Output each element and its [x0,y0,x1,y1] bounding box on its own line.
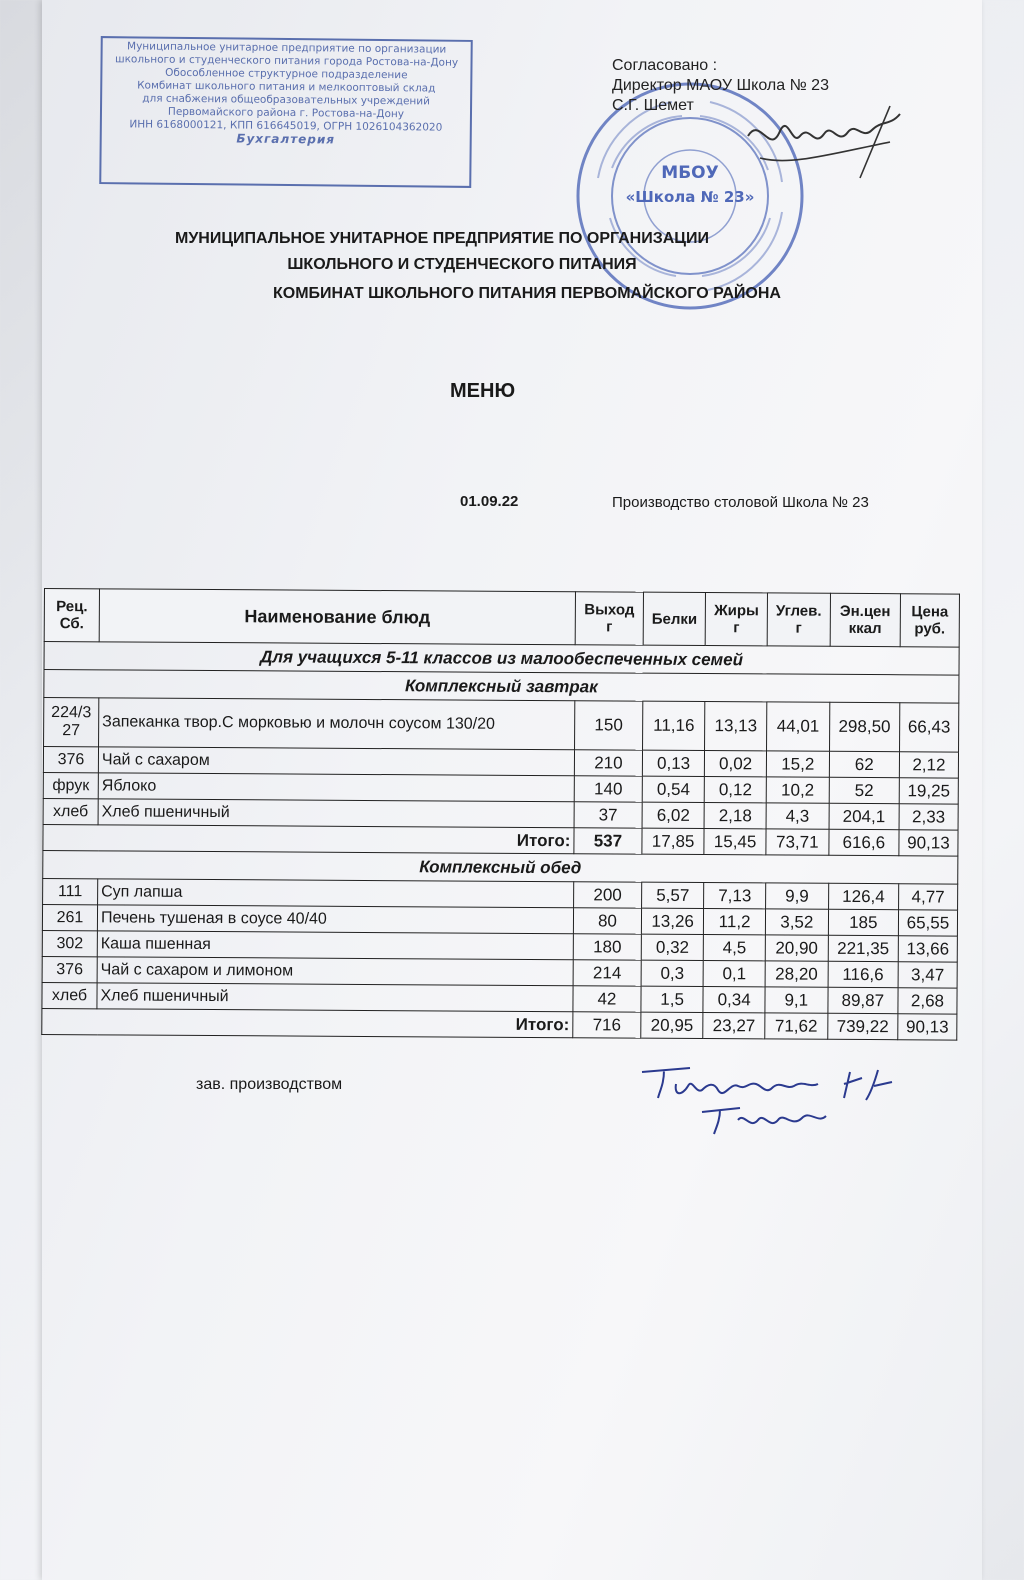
cell-energy: 298,50 [829,702,900,751]
total-protein: 20,95 [641,1012,704,1038]
cell-fat: 11,2 [704,909,766,935]
cell-carbs: 15,2 [766,751,829,777]
col-energy: Эн.цен ккал [830,593,901,646]
cell-code: 261 [42,904,97,930]
header-line: ШКОЛЬНОГО И СТУДЕНЧЕСКОГО ПИТАНИЯ [287,256,637,273]
col-protein: Белки [643,592,706,645]
cell-code: 302 [42,930,97,956]
total-label: Итого: [43,824,574,853]
cell-fat: 4,5 [704,935,766,961]
cell-protein: 0,3 [641,960,704,986]
total-output: 716 [573,1012,641,1038]
stamp-line: ИНН 6168000121, КПП 616645019, ОГРН 1026104362020 [129,118,443,134]
cell-protein: 11,16 [642,701,705,750]
cell-name: Чай с сахаром и лимоном [97,957,573,986]
cell-name: Чай с сахаром [98,747,574,776]
col-code: Рец. Сб. [44,589,99,642]
cell-output: 214 [573,960,641,986]
stamp-line: Комбинат школьного питания и мелкооптовый склад [137,79,436,95]
cell-name: Запеканка твор.С морковью и молочн соусом 130/20 [99,698,575,750]
table-header-row [44,589,959,648]
cell-carbs: 4,3 [766,803,829,829]
cell-energy: 89,87 [828,987,898,1013]
cell-energy: 185 [828,909,898,935]
cell-price: 2,68 [898,988,957,1014]
total-row [42,1008,957,1040]
col-name: Наименование блюд [99,589,575,645]
stamp-department: Бухгалтерия [236,131,336,147]
total-fat: 15,45 [704,829,766,855]
cell-energy: 221,35 [828,935,898,961]
organization-stamp [99,36,473,188]
table-row [44,698,959,753]
cell-fat: 13,13 [705,702,767,751]
approval-line: Согласовано : [612,57,718,74]
total-price: 90,13 [899,830,958,856]
breakfast-title: Комплексный завтрак [44,670,959,704]
cell-fat: 7,13 [704,883,766,909]
cell-price: 4,77 [899,884,958,910]
stamp-center-text: МБОУ [661,163,719,183]
cell-price: 13,66 [898,936,957,962]
cell-carbs: 28,20 [765,961,828,987]
production-manager-label: зав. производством [196,1076,343,1093]
header-line: КОМБИНАТ ШКОЛЬНОГО ПИТАНИЯ ПЕРВОМАЙСКОГО РАЙОНА [273,285,781,302]
cell-carbs: 20,90 [765,935,828,961]
col-fat: Жиры г [706,593,768,646]
stamp-center-text: «Школа № 23» [625,188,755,206]
total-carbs: 73,71 [766,829,829,855]
stamp-line: школьного и студенческого питания города Ростова-на-Дону [114,53,459,69]
cell-protein: 13,26 [641,908,704,934]
header-line: МУНИЦИПАЛЬНОЕ УНИТАРНОЕ ПРЕДПРИЯТИЕ ПО ОРГАНИЗАЦИИ [175,230,709,247]
cell-code: 376 [43,747,98,773]
cell-code: 111 [43,878,98,904]
cell-protein: 1,5 [641,986,704,1012]
page-title: МЕНЮ [450,380,516,402]
cell-output: 140 [574,776,642,802]
cell-output: 210 [574,750,642,776]
col-output: Выход г [575,592,643,645]
cell-energy: 62 [829,751,899,777]
cell-carbs: 9,9 [766,883,829,909]
cell-protein: 0,13 [642,750,705,776]
approval-line: С.Г. Шемет [612,97,694,114]
cell-energy: 116,6 [828,961,898,987]
cell-fat: 2,18 [704,803,766,829]
cell-code: хлеб [43,798,98,824]
cell-fat: 0,1 [703,961,765,987]
cell-output: 80 [573,908,641,934]
cell-price: 19,25 [899,778,958,804]
cell-energy: 126,4 [828,883,898,909]
col-carbs: Углев. г [767,593,830,646]
cell-fat: 0,02 [705,751,767,777]
total-label: Итого: [42,1008,573,1037]
stamp-line: Первомайского района г. Ростова-на-Дону [167,105,405,121]
total-protein: 17,85 [642,828,705,854]
stamp-line: Обособленное структурное подразделение [165,66,408,82]
cell-output: 37 [574,802,642,828]
cell-energy: 204,1 [829,803,899,829]
cell-energy: 52 [829,777,899,803]
cell-fat: 0,12 [705,777,767,803]
cell-protein: 5,57 [642,882,705,908]
cell-code: 224/327 [44,698,99,747]
menu-table [41,588,960,1041]
cell-price: 66,43 [899,703,958,752]
cell-code: 376 [42,956,97,982]
cell-code: фрук [43,772,98,798]
cell-price: 3,47 [898,962,957,988]
cell-price: 65,55 [898,910,957,936]
director-signature [740,96,910,186]
cell-protein: 6,02 [642,802,705,828]
total-fat: 23,27 [703,1013,765,1039]
lunch-title: Комплексный обед [43,850,958,884]
cell-carbs: 9,1 [765,987,828,1013]
col-price: Цена руб. [900,594,959,647]
total-output: 537 [574,828,642,854]
menu-date: 01.09.22 [460,493,519,510]
cell-output: 150 [574,701,642,750]
cell-output: 200 [574,882,642,908]
cell-fat: 0,34 [703,987,765,1013]
cell-carbs: 3,52 [765,909,828,935]
cell-carbs: 10,2 [766,777,829,803]
cell-name: Печень тушеная в соусе 40/40 [97,905,573,934]
production-site: Производство столовой Школа № 23 [612,494,869,511]
cell-name: Каша пшенная [97,931,573,960]
manager-signature [630,1060,930,1140]
cell-name: Хлеб пшеничный [98,799,574,828]
cell-name: Суп лапша [98,879,574,908]
total-energy: 739,22 [827,1013,897,1039]
cell-price: 2,12 [899,752,958,778]
total-price: 90,13 [898,1014,957,1040]
approval-line: Директор МАОУ Школа № 23 [612,77,829,94]
cell-carbs: 44,01 [766,702,829,751]
cell-price: 2,33 [899,804,958,830]
stamp-line: Муниципальное унитарное предприятие по организации [126,40,447,56]
cell-protein: 0,54 [642,776,705,802]
cell-output: 180 [573,934,641,960]
cell-code: хлеб [42,982,97,1008]
stamp-line: для снабжения общеобразовательных учреждений [142,92,431,108]
cell-name: Яблоко [98,773,574,802]
cell-output: 42 [573,986,641,1012]
cell-protein: 0,32 [641,934,704,960]
cell-name: Хлеб пшеничный [97,983,573,1012]
group-title: Для учащихся 5-11 классов из малообеспеченных семей [44,642,959,676]
total-carbs: 71,62 [765,1013,828,1039]
total-energy: 616,6 [829,829,899,855]
